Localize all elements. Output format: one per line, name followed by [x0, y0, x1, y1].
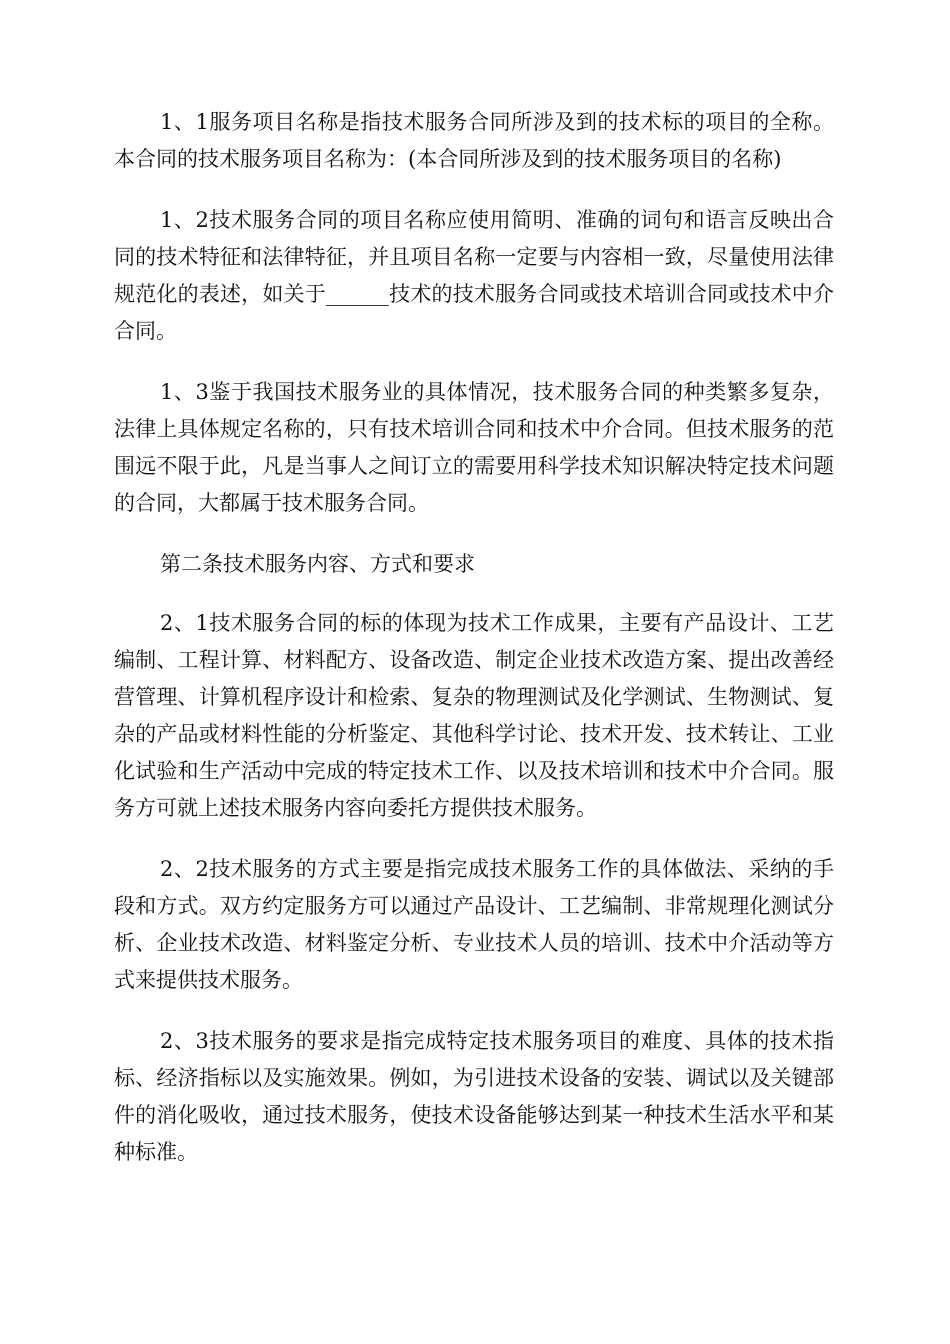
section-heading-article-2: 第二条技术服务内容、方式和要求 [160, 552, 475, 576]
paragraph-1-1: 1、1服务项目名称是指技术服务合同所涉及到的技术标的项目的全称。本合同的技术服务项目名称为：(本合同所涉及到的技术服务项目的名称) [114, 110, 834, 171]
paragraph-2-1: 2、1技术服务合同的标的体现为技术工作成果，主要有产品设计、工艺编制、工程计算、材料配方、设备改造、制定企业技术改造方案、提出改善经营管理、计算机程序设计和检索、复杂的物理测试及化学测试、生物测试、复杂的产品或材料性能的分析鉴定、其他科学讨论、技术开发、技术转让、工业化试验和生产活动中完成的特定技术工作、以及技术培训和技术中介合同。服务方可就上述技术服务内容向委托方提供技术服务。 [114, 611, 834, 820]
document-page [114, 104, 834, 1195]
paragraph-2-2: 2、2技术服务的方式主要是指完成技术服务工作的具体做法、采纳的手段和方式。双方约定服务方可以通过产品设计、工艺编制、非常规理化测试分析、企业技术改造、材料鉴定分析、专业技术人员的培训、技术中介活动等方式来提供技术服务。 [114, 857, 834, 992]
paragraph-1-3: 1、3鉴于我国技术服务业的具体情况，技术服务合同的种类繁多复杂，法律上具体规定名称的，只有技术培训合同和技术中介合同。但技术服务的范围远不限于此，凡是当事人之间订立的需要用科学技术知识解决特定技术问题的合同，大都属于技术服务合同。 [114, 380, 834, 515]
paragraph-1-2: 1、2技术服务合同的项目名称应使用简明、准确的词句和语言反映出合同的技术特征和法律特征，并且项目名称一定要与内容相一致，尽量使用法律规范化的表述，如关于______技术的技术服务合同或技术培训合同或技术中介合同。 [114, 208, 834, 343]
paragraph-2-3: 2、3技术服务的要求是指完成特定技术服务项目的难度、具体的技术指标、经济指标以及实施效果。例如，为引进技术设备的安装、调试以及关键部件的消化吸收，通过技术服务，使技术设备能够达到某一种技术生活水平和某种标准。 [114, 1029, 834, 1164]
